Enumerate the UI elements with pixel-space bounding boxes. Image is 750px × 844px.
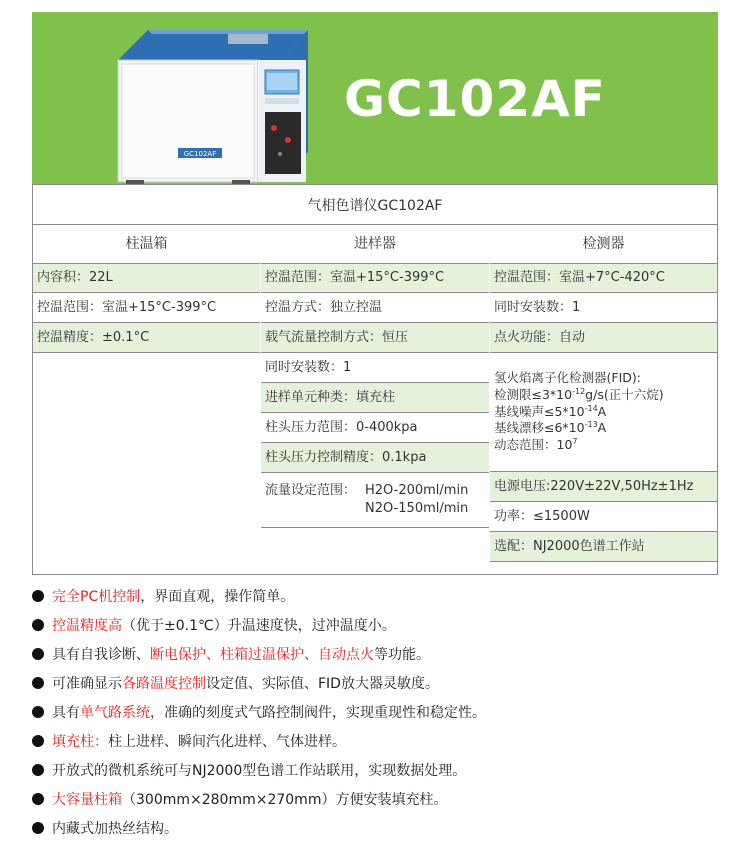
table-row: 控温范围：室温+15°C-399°C [33, 293, 260, 323]
table-row: 控温方式：独立控温 [261, 293, 489, 323]
table-row: 电源电压:220V±22V,50Hz±1Hz [490, 472, 717, 502]
table-row: 控温范围：室温+15°C-399°C [261, 264, 489, 293]
table-row: 载气流量控制方式：恒压 [261, 323, 489, 353]
table-row: 选配：NJ2000色谱工作站 [490, 532, 717, 562]
feature-list [32, 581, 732, 842]
banner-title: GC102AF [344, 70, 606, 128]
fid-title: 氢火焰离子化检测器(FID): [494, 369, 641, 385]
bullet-icon [32, 706, 44, 718]
list-item: 控温精度高 （优于±0.1℃）升温速度快，过冲温度小。 [32, 610, 732, 639]
table-row: 同时安装数：1 [261, 353, 489, 383]
list-item: 内藏式加热丝结构。 [32, 813, 732, 842]
header-detector: 检测器 [490, 225, 717, 264]
table-row: 柱头压力范围：0-400kpa [261, 413, 489, 443]
flow-range-row [261, 473, 489, 528]
list-item: 填充柱： 柱上进样、瞬间汽化进样、气体进样。 [32, 726, 732, 755]
list-item: 可准确显示 各路温度控制 设定值、实际值、FID放大器灵敏度。 [32, 668, 732, 697]
svg-text:GC102AF: GC102AF [183, 150, 217, 158]
table-row: 点火功能：自动 [490, 323, 717, 353]
fid-baseline-drift: 基线漂移$\le 6*10^{-13}A$ [494, 420, 607, 436]
bullet-icon [32, 677, 44, 689]
product-banner [32, 12, 718, 184]
list-item: 具有 单气路系统 ，准确的刻度式气路控制阀件，实现重现性和稳定性。 [32, 697, 732, 726]
list-item: 完全PC机控制 ，界面直观，操作简单。 [32, 581, 732, 610]
flow-range-value-n2: N2O-150ml/min [365, 501, 469, 516]
fid-dynamic-range: 动态范围：$10^7$ [494, 437, 578, 453]
header-column-oven: 柱温箱 [33, 225, 260, 264]
flow-range-label: 流量设定范围： [265, 483, 357, 499]
table-row: 柱头压力控制精度：0.1kpa [261, 443, 489, 473]
bullet-icon [32, 764, 44, 776]
table-row: 控温范围：室温+7°C-420°C [490, 264, 717, 293]
table-row: 同时安装数：1 [490, 293, 717, 323]
fid-baseline-noise: 基线噪声$\le 5*10^{-14}A$ [494, 403, 607, 419]
flow-range-value-h2: H2O-200ml/min [365, 483, 469, 499]
header-injector: 进样器 [261, 225, 489, 264]
list-item: 大容量柱箱 （300mm×280mm×270mm）方便安装填充柱。 [32, 784, 732, 813]
list-item: 具有自我诊断、 断电保护、柱箱过温保护、自动点火 等功能。 [32, 639, 732, 668]
gas-chromatograph-image [108, 20, 334, 184]
bullet-icon [32, 648, 44, 660]
list-item: 开放式的微机系统可与NJ2000型色谱工作站联用，实现数据处理。 [32, 755, 732, 784]
table-row: 内容积：22L [33, 264, 260, 293]
bullet-icon [32, 793, 44, 805]
table-row: 功率：≤1500W [490, 502, 717, 532]
table-row: 进样单元种类：填充柱 [261, 383, 489, 413]
bullet-icon [32, 590, 44, 602]
table-caption: 气相色谱仪GC102AF [33, 185, 717, 225]
bullet-icon [32, 822, 44, 834]
fid-spec-block [490, 353, 717, 472]
spec-table [32, 184, 718, 575]
bullet-icon [32, 735, 44, 747]
bullet-icon [32, 619, 44, 631]
table-row: 控温精度：±0.1°C [33, 323, 260, 353]
fid-detection-limit: 检测限$\le 3*10^{-12}g/s$(正十六烷) [494, 386, 664, 402]
